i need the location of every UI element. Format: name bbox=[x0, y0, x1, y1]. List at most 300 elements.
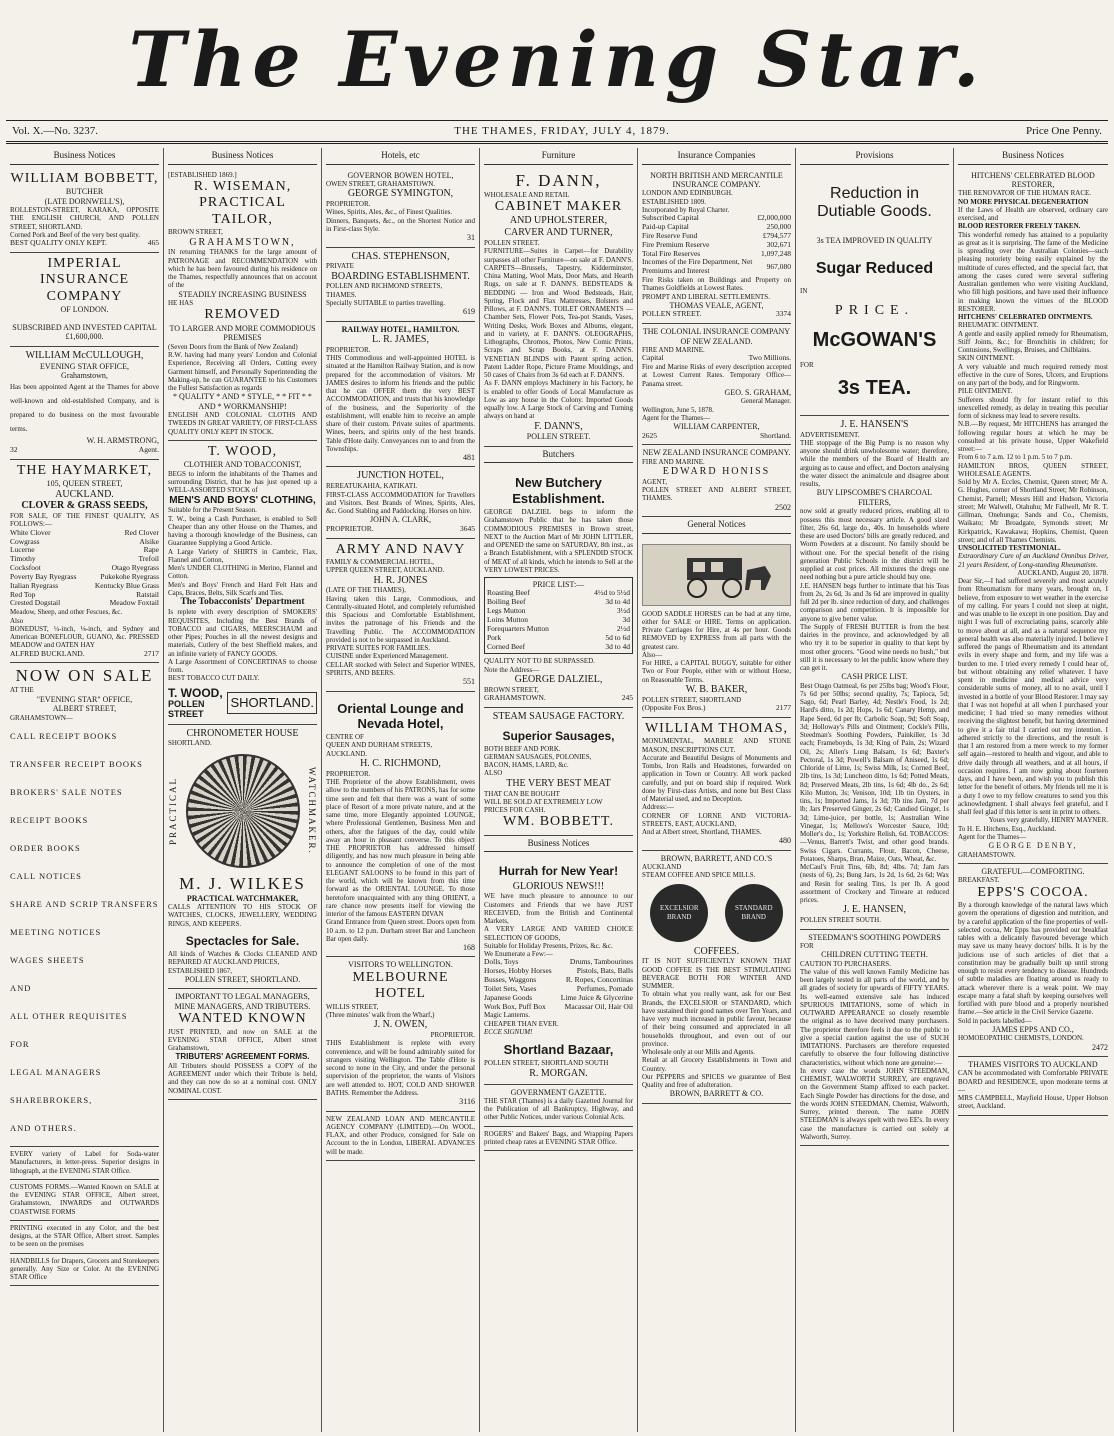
ad-title: R. WISEMAN, bbox=[193, 178, 292, 194]
ad-text: AUCKLAND. bbox=[326, 749, 368, 758]
ad-body: SUBSCRIBED AND INVESTED CAPITAL £1,600,000. bbox=[12, 322, 157, 342]
ad-text: PRICES FOR CASH. bbox=[484, 806, 546, 814]
carriage-icon bbox=[657, 550, 777, 600]
price-item: Corned Beef bbox=[487, 641, 526, 651]
ad-text: Magic Lanterns. bbox=[484, 1011, 530, 1020]
ad-now-on-sale bbox=[10, 663, 159, 1147]
ad-subtitle: EPPS'S COCOA. bbox=[977, 884, 1089, 900]
ad-text: PROPRIETOR. bbox=[326, 523, 374, 533]
ad-number: 481 bbox=[463, 453, 475, 463]
ad-baker bbox=[642, 537, 791, 718]
ad-text: Suitable for the Present Season. bbox=[168, 506, 257, 515]
goods-item: Dolls, Toys bbox=[484, 957, 519, 967]
ad-title: GOVERNMENT GAZETTE. bbox=[510, 1087, 607, 1097]
ad-title: M. J. WILKES bbox=[179, 873, 306, 893]
section-heading: Butchers bbox=[484, 447, 633, 464]
ad-address: POLLEN STREET, SHORTLAND bbox=[642, 695, 742, 704]
goods-item: Drums, Tambourines bbox=[569, 957, 633, 967]
seed-list bbox=[10, 529, 159, 609]
ad-subtitle: L. R. JAMES, bbox=[372, 334, 429, 345]
ad-text: CHEAPER THAN EVER. bbox=[484, 1019, 559, 1028]
ad-text: Agent for the Thames— bbox=[958, 832, 1027, 841]
capital-value: £2,000,000 bbox=[757, 213, 791, 223]
ad-text: BOTH BEEF AND PORK. bbox=[484, 744, 561, 753]
ad-signature: JAMES EPPS AND CO., bbox=[992, 1024, 1074, 1034]
price-value: 4½d to 5½d bbox=[594, 588, 630, 598]
ad-text: (Seven Doors from the Bank of New Zealand) bbox=[168, 342, 298, 351]
ad-title: VISITORS TO WELLINGTON. bbox=[348, 960, 453, 970]
ad-text: SKIN OINTMENT. bbox=[958, 354, 1014, 363]
ad-subtitle: CARVER AND TURNER, bbox=[504, 227, 613, 239]
ad-text: Men's and Boys' French and Hard Felt Hats and Caps, Braces, Belts, Silk Scarfs and Ties. bbox=[168, 580, 317, 597]
ad-body: All Tributers should POSSESS a COPY of the AGREEMENT under which their Tribute is held, and they can now do so at a nominal cost. ONLY NOMINAL COST. bbox=[168, 1061, 317, 1095]
ad-labels: EVERY variety of Label for Soda-water Manufacturers, in letter-press. Superior designs in lithograph, at the EVENING STAR Office. bbox=[10, 1147, 159, 1180]
seed-name: White Clover bbox=[10, 527, 51, 537]
price-item: Forequarters Mutton bbox=[487, 623, 549, 633]
seed-name: Crested Dogstail bbox=[10, 598, 61, 608]
ad-subtitle: COFFEES. bbox=[693, 945, 740, 957]
ad-title: WILLIAM McCULLOUGH, bbox=[25, 349, 144, 361]
ad-text: Extraordinary Cure of an Auckland Omnibus Driver, 21 years Resident, of Long-standing Rheumatism. bbox=[958, 552, 1108, 569]
ad-subtitle: Sugar Reduced bbox=[815, 259, 934, 277]
ad-body: Is replete with every description of SMOKERS' REQUISITES, Including the Best Brands of TOBACCO and CIGARS, MEERSCHAUM and other Pipes; Pouches in all the newest designs and materials, Cutlery of the best Sheffield makes, and an infinite variety of FANCY GOODS. bbox=[168, 608, 317, 658]
capital-table bbox=[642, 214, 791, 276]
ad-number: 245 bbox=[621, 692, 633, 702]
column-5 bbox=[638, 148, 796, 1432]
ad-title: HITCHENS' CELEBRATED BLOOD RESTORER, bbox=[971, 170, 1095, 190]
seed-name: Otago Ryegrass bbox=[111, 563, 159, 573]
ad-text: PRICE. bbox=[834, 302, 915, 318]
ad-gazette bbox=[484, 1085, 633, 1127]
ad-text: (Three minutes' walk from the Wharf,) bbox=[326, 1011, 435, 1020]
ad-body: As F. DANN employs Machinery in his Factory, he is enabled to offer Goods of Local Manufacture as Low as any house in the Colony. Imported Goods equally low. A Large Stock of Carving and Turning always on hand at bbox=[484, 379, 633, 421]
ad-body: Best Otago Oatmeal, 6s per 25lbs bag; Wood's Flour, 7s 6d per 50lbs; second quality, 7s; Tapioca, 5d; Sago, 6d; Pearl Barley, 4d; Nestle's Food, 1s 2d; Hard's ditto, 1s 2d; Hops, 1s 6d; Canary Hemp, and Rape Seed, 6d per lb; Carbolic Soap, 9d; Soft Soap, 3d; Holloway's Pills and Ointment; Cockle's Pills, Steedman's Soothing Powders, Painkiller, 1s 3d each; Frameboyds, 1s 3d; King of Pain, 2s; Wizard Oil, 2s; Allen's Lung Balsam, 1s 6d; Baxter's Pectoral, 1s 3d; Powell's Balsam of Aniseed, 1s 6d; Chloride of Lime, 1s; Swiss Milk, 1s; Corned Beef, 2lb tins, 1s 3d; Luncheon ditto, 1s 6d; Potted Meats, 8d; Preserved Meats, 2lb tins, 1s 6d; 4lb do., 2s 6d; Kilo Mutton, 3s; Venison, 10d; 1lb tin Oysters, in tins, 1s; Imported Jams, 1s 3d; 7lb tins Jam, 7d per lb; Jars Preserved Ginger, 2s 6d; Candied Ginger, 1s 3d; Lime-juice, per bottle, 1s; Australian Wine Vinegar, 1s; Mellows's Worcester Sauce, 10d; Moller's do., 1s; Yorkshire Relish, 6d. TOBACCOS:—Venus, Barrett's Twist, and other good brands. Swiss Cigars. Currants, Flour, Bacon, Cheese, Potatoes, Sharps, Bran, Maize, Oats, Wheat, &c. bbox=[800, 681, 949, 863]
capital-label: Paid-up Capital bbox=[642, 222, 689, 232]
ad-text: SHORTLAND. bbox=[168, 739, 212, 748]
ad-text: Capital bbox=[642, 353, 664, 363]
ad-body: Fire Risks taken on Buildings and Property on Thames Goldfields at Lowest Rates. bbox=[642, 276, 791, 293]
goods-item: Pistols, Bats, Balls bbox=[576, 966, 633, 976]
ad-signature: W. H. ARMSTRONG, bbox=[86, 436, 159, 446]
ad-subtitle: CLOVER & GRASS SEEDS, bbox=[21, 500, 148, 512]
goods-item: Lime Juice & Glycerine bbox=[560, 992, 633, 1002]
ad-text: THE VERY BEST MEAT bbox=[506, 777, 611, 789]
ad-body: IN returning THANKS for the large amount of PATRONAGE and RECOMMENDATION with which he has been favoured during his residence on the Thames, respectfully announces that on account of the bbox=[168, 248, 317, 290]
list-item: CALL NOTICES bbox=[10, 870, 82, 881]
ad-subtitle: INSURANCE COMPANY bbox=[39, 272, 130, 304]
ad-address: REREATUKAHIA, KATIKATI. bbox=[326, 482, 418, 491]
coach-illustration bbox=[642, 544, 791, 606]
ad-subtitle: CHILDREN CUTTING TEETH. bbox=[821, 950, 928, 960]
seed-name: Ratstail bbox=[136, 589, 159, 599]
ad-title: RAILWAY HOTEL, HAMILTON. bbox=[341, 324, 460, 334]
goods-list bbox=[484, 958, 633, 1011]
list-item: FOR bbox=[10, 1038, 30, 1049]
capital-value: 250,000 bbox=[766, 222, 791, 232]
ad-wiseman bbox=[168, 168, 317, 441]
price-list-heading: PRICE LIST:— bbox=[532, 580, 585, 590]
goods-item: Busses, Waggons bbox=[484, 975, 537, 985]
capital-value: 302,671 bbox=[766, 239, 791, 249]
ad-text: CELLAR stocked with Select and Superior WINES, SPIRITS, AND BEERS. bbox=[326, 660, 475, 677]
ad-address: UPPER QUEEN STREET, AUCKLAND. bbox=[326, 566, 445, 575]
ad-number: 465 bbox=[147, 238, 159, 247]
ad-number: 2472 bbox=[1092, 1042, 1108, 1052]
brand-logos bbox=[642, 884, 791, 942]
ad-address: POLLEN AND RICHMOND STREETS, bbox=[326, 282, 443, 291]
ad-text: Retail at all Grocery Establishments in Town and Country. bbox=[642, 1056, 791, 1073]
price: Price One Penny. bbox=[1026, 124, 1102, 137]
section-heading: Business Notices bbox=[484, 836, 633, 853]
price-list bbox=[487, 589, 630, 651]
ad-body: Dinners, Banquets, &c., on the Shortest Notice and in First-class Style. bbox=[326, 216, 475, 233]
goods-item: Toilet Sets, Vases bbox=[484, 983, 537, 993]
ad-subtitle: HITCHENS' CELEBRATED OINTMENTS. bbox=[958, 313, 1093, 322]
ad-address: WILLIS STREET, bbox=[326, 1002, 379, 1011]
ad-twood bbox=[168, 441, 317, 725]
ad-text: CUISINE under Experienced Management. bbox=[326, 652, 449, 661]
ad-subtitle: GLORIOUS NEWS!!! bbox=[512, 880, 605, 892]
ad-body: For HIRE, a CAPITAL BUGGY, suitable for either Two or Four People, either with or without Horse, on Reasonable Terms. bbox=[642, 659, 791, 684]
ad-melbourne-hotel bbox=[326, 957, 475, 1111]
ad-subtitle: "EVENING STAR" OFFICE, bbox=[36, 694, 133, 704]
capital-label: Incomes of the Fire Department, Net Premiums and Interest bbox=[642, 257, 753, 276]
ad-text: AUCKLAND bbox=[642, 863, 682, 872]
ad-text: All kinds of Watches & Clocks CLEANED AND REPAIRED AT AUCKLAND PRICES, bbox=[168, 950, 317, 967]
ad-body: Has been appointed Agent at the Thames for above well-known and old-established Company, and is prepared to do business on the most favourable terms. bbox=[10, 383, 159, 434]
ad-body: Accurate and Beautiful Designs of Monuments and Tombs, Iron Rails and Headstones, forwarded on application in Town or Country. All work packed carefully, and put on board ship if required. Work done by First-class Artists, and none but Best Class of Material used, and no Deception. bbox=[642, 753, 791, 804]
ad-address: ALBERT STREET, bbox=[52, 704, 117, 714]
column-heading: Business Notices bbox=[10, 148, 159, 165]
ad-title: CHRONOMETER HOUSE bbox=[186, 727, 299, 739]
ad-text: Wellington, June 5, 1878. bbox=[642, 405, 714, 414]
ad-number: 2625 bbox=[642, 430, 657, 440]
ad-body: Corned Pork and Beef of the very best quality. bbox=[10, 230, 140, 239]
ad-body: GOOD SADDLE HORSES can be had at any time, either for SALE or HIRE. Terms on application. Private Carriages for Hire, at 4s per hour. Goods REMOVED by EXPRESS from all parts with the greatest care. bbox=[642, 609, 791, 651]
price-row bbox=[487, 643, 630, 652]
capital-value: 967,080 bbox=[766, 261, 791, 271]
ad-text: Agent. bbox=[138, 444, 159, 454]
ad-customs-forms: CUSTOMS FORMS.—Wanted Known on SALE at the EVENING STAR OFFICE, Albert street, Grahamstown, INWARDS and OUTWARDS COASTWISE FORMS bbox=[10, 1180, 159, 1221]
ad-text: WILL BE SOLD AT EXTREMELY LOW bbox=[484, 797, 603, 806]
ad-text: PROPRIETOR. bbox=[326, 769, 371, 778]
ad-text: Men's UNDER CLOTHING in Merino, Flannel and Cotton. bbox=[168, 564, 317, 581]
price-item: Pork bbox=[487, 632, 502, 642]
ad-text: A VERY LARGE AND VARIED CHOICE SELECTION OF GOODS, bbox=[484, 925, 633, 942]
price-value: 3d bbox=[622, 614, 630, 624]
ad-body: The Supply of FRESH BUTTER is from the best dairies in the province, and acknowledged by all who try it to be superior in quality to that kept by most other grocers. "Good wine needs no bush," but still it is necessary to let the public know where they can get it. bbox=[800, 622, 949, 673]
ad-subtitle: 3s TEA. bbox=[837, 377, 912, 400]
seed-name: Italian Ryegrass bbox=[10, 580, 59, 590]
ad-subtitle: REMOVED bbox=[204, 307, 281, 323]
ad-dalziel bbox=[484, 466, 633, 707]
ad-colonial-insurance bbox=[642, 324, 791, 445]
standard-brand-logo: STANDARD BRAND bbox=[725, 884, 783, 942]
ad-text: Shortland. bbox=[759, 430, 791, 440]
ad-text: Address:— bbox=[642, 803, 674, 812]
ad-text: FOR SALE, OF THE FINEST QUALITY, AS FOLLOWS:— bbox=[10, 512, 159, 529]
ad-text: STEADILY INCREASING BUSINESS bbox=[178, 289, 307, 299]
ad-subtitle: TRIBUTERS' AGREEMENT FORMS. bbox=[175, 1052, 310, 1062]
ad-brown-barrett bbox=[642, 851, 791, 1104]
column-2 bbox=[164, 148, 322, 1432]
ad-title: GOVERNOR BOWEN HOTEL, bbox=[347, 170, 454, 180]
ad-text: QUALITY NOT TO BE SURPASSED. bbox=[484, 657, 595, 666]
section-heading: General Notices bbox=[642, 517, 791, 534]
ad-text: ECCE SIGNUM! bbox=[484, 1027, 533, 1036]
list-item: ALL OTHER REQUISITES bbox=[10, 1010, 128, 1021]
ad-text: MRS CAMPBELL, Mayfield House, Upper Hobson street, Auckland. bbox=[958, 1094, 1108, 1111]
excelsior-brand-logo: EXCELSIOR BRAND bbox=[650, 884, 708, 942]
list-item: AND bbox=[10, 982, 32, 993]
ad-steedman bbox=[800, 930, 949, 1147]
list-item: MEETING NOTICES bbox=[10, 926, 102, 937]
ad-title: IMPORTANT TO LEGAL MANAGERS, MINE MANAGERS, AND TRIBUTERS. bbox=[174, 992, 311, 1011]
ad-title: THAMES VISITORS TO AUCKLAND bbox=[968, 1060, 1098, 1069]
ad-text: THAT CAN BE BOUGHT bbox=[484, 789, 560, 798]
ad-epps-cocoa bbox=[958, 864, 1108, 1057]
ad-title: JUNCTION HOTEL, bbox=[357, 470, 444, 482]
ad-text: Sold in packets labelled— bbox=[958, 1016, 1032, 1025]
ad-body: CAN be accommodated with Comfortable PRIVATE BOARD and RESIDENCE, upon moderate terms at— bbox=[958, 1069, 1108, 1094]
sign-text: T. WOOD, bbox=[168, 685, 223, 700]
price-item: Boiling Beef bbox=[487, 597, 526, 607]
ad-body: A very valuable and much required remedy most effective in the cure of Sores, Ulcers, and Eruptions on any part of the body, and for Ringworm. bbox=[958, 362, 1108, 388]
ad-text: PROPRIETOR. bbox=[430, 1031, 475, 1040]
ad-nz-loan: NEW ZEALAND LOAN AND MERCANTILE AGENCY COMPANY (LIMITED).—On WOOL, FLAX, and other Produce, consigned for Sale on Account to the in London, LIBERAL ADVANCES will be made. bbox=[326, 1112, 475, 1161]
list-item: WAGES SHEETS bbox=[10, 954, 85, 965]
goods-item: Macassar Oil, Hair Oil bbox=[564, 1001, 633, 1011]
ad-text: Wholesale only at our Mills and Agents. bbox=[642, 1048, 755, 1057]
ad-text: CENTRE OF bbox=[326, 733, 364, 742]
ad-title: Oriental Lounge and Nevada Hotel, bbox=[337, 700, 464, 731]
ad-number: 168 bbox=[463, 943, 475, 953]
ad-text: PRIVATE bbox=[326, 262, 354, 271]
ad-text: PROMPT AND LIBERAL SETTLEMENTS. bbox=[642, 292, 770, 301]
ad-address: OWEN STREET, GRAHAMSTOWN. bbox=[326, 180, 436, 189]
ad-signature: BROWN, BARRETT & CO. bbox=[669, 1089, 764, 1099]
ad-title: GRATEFUL—COMFORTING. bbox=[981, 866, 1085, 876]
ad-text: LONDON AND EDINBURGH. bbox=[642, 189, 733, 198]
ad-text: Specially SUITABLE to parties travelling. bbox=[326, 298, 445, 307]
ad-number: 2717 bbox=[144, 648, 159, 658]
ad-text: To H. E. Hitchens, Esq., Auckland. bbox=[958, 824, 1057, 833]
ad-body: Grand Entrance from Queen street. Doors open from 10 a.m. to 12 p.m. Durham street Bar and Luncheon Bar open daily. bbox=[326, 918, 475, 943]
ad-text: General Manager. bbox=[740, 397, 791, 406]
ad-address: ROLLESTON-STREET, KARAKA, OPPOSITE THE ENGLISH CHURCH, AND POLLEN STREET, SHORTLAND. bbox=[10, 206, 159, 231]
list-item: CALL RECEIPT BOOKS bbox=[10, 730, 118, 741]
ad-body: THIS Commodious and well-appointed HOTEL is situated at the Hamilton Railway Station, and is now prepared for the accommodation of visitors. Mr JAMES desires to inform his friends and the public that he can OFFER them the very BEST ACCOMMODATION, and trusts that his knowledge of the business, and the Superiority of the establishment, will enable him to receive an ample share of their custom. Private suites of apartments. Wines, beers, and spirits only of the best brands. Table d'Hote daily. Conveyances run to and from the Townships. bbox=[326, 354, 475, 453]
ad-signature: ALFRED BUCKLAND. bbox=[10, 648, 85, 658]
seed-name: Cowgrass bbox=[10, 536, 40, 546]
ad-handbills: HANDBILLS for Drapers, Grocers and Storekeepers generally. Any Size or Color. At the EVENING STAR Office bbox=[10, 1254, 159, 1287]
ad-text: AT THE bbox=[10, 686, 34, 695]
ad-text: CAUTION TO PURCHASERS. bbox=[800, 959, 891, 968]
ad-stephenson bbox=[326, 248, 475, 322]
seed-name: Meadow Foxtail bbox=[109, 598, 159, 608]
ad-nz-insurance bbox=[642, 445, 791, 517]
ad-title: STEEDMAN'S SOOTHING POWDERS bbox=[808, 932, 941, 942]
price-value: 3d to 4d bbox=[605, 641, 630, 651]
ad-subtitle: STEAM COFFEE AND SPICE MILLS. bbox=[642, 871, 756, 880]
vertical-text: WATCHMAKER. bbox=[307, 766, 317, 855]
ad-subtitle: J. N. OWEN, bbox=[373, 1019, 428, 1031]
ad-body: This wonderful remedy has attained to a popularity as great as it is surprising. The fame of the Medicine is spreading over the Australian Colonies—such pleasing notoriety being easily explained by the multitude of cures effected, and the special fact, that among the cases cured were several suffering Australian gentlemen who were visiting Auckland, who fill high positions, and have used their influence in making known the virtues of the BLOOD RESTORER. bbox=[958, 230, 1108, 313]
ad-text: Grahamstown, bbox=[61, 370, 108, 380]
ad-subtitle: CABINET MAKER bbox=[494, 198, 623, 214]
list-item: AND OTHERS. bbox=[10, 1123, 77, 1134]
ad-subtitle: The Tobacconists' Department bbox=[180, 597, 305, 608]
ad-number: 480 bbox=[779, 836, 791, 846]
column-heading: Provisions bbox=[800, 148, 949, 165]
column-7 bbox=[954, 148, 1112, 1432]
column-3 bbox=[322, 148, 480, 1432]
ad-text: OF LONDON. bbox=[60, 305, 109, 315]
ad-address: BROWN STREET, bbox=[168, 228, 223, 237]
ad-text: AUCKLAND. bbox=[55, 488, 114, 500]
ad-haymarket bbox=[10, 460, 159, 664]
price-value: 5d to 6d bbox=[605, 632, 630, 642]
ad-subtitle: Superior Sausages, bbox=[502, 728, 615, 743]
ad-subtitle: PRACTICAL TAILOR, bbox=[199, 195, 286, 227]
ad-william-thomas bbox=[642, 718, 791, 851]
ad-subtitle: EVENING STAR OFFICE, bbox=[40, 361, 129, 371]
ad-number: 2177 bbox=[776, 702, 791, 712]
ad-signature: R. MORGAN. bbox=[529, 1067, 588, 1079]
list-item: LEGAL MANAGERS bbox=[10, 1067, 102, 1077]
ad-title: Hurrah for New Year! bbox=[498, 864, 619, 879]
ad-signature: WILLIAM CARPENTER, bbox=[673, 422, 760, 432]
list-item: SHARE AND SCRIP TRANSFERS bbox=[10, 898, 159, 909]
ad-bobbett bbox=[10, 168, 159, 253]
ad-title: THE HAYMARKET, bbox=[16, 462, 153, 478]
ad-text: If the Laws of Health are observed, ordinary care exercised, and bbox=[958, 205, 1108, 223]
price-value: 3½d bbox=[616, 606, 630, 616]
ad-text: Suitable for Holiday Presents, Prizes, &c. &c. bbox=[484, 941, 613, 950]
ad-subtitle: PRACTICAL WATCHMAKER, bbox=[186, 893, 299, 903]
price-value: 3d to 4d bbox=[605, 597, 630, 607]
ad-shortland-bazaar bbox=[484, 855, 633, 1084]
ad-body: JUST PRINTED, and now on SALE at the EVENING STAR OFFICE, Albert street Grahamstown, bbox=[168, 1027, 317, 1053]
seed-name: Lucerne bbox=[10, 545, 35, 555]
capital-label: Total Fire Reserves bbox=[642, 248, 701, 258]
ad-signature: J. E. HANSEN, bbox=[842, 904, 907, 916]
ad-subtitle: THE RENOVATOR OF THE HUMAN RACE. bbox=[958, 189, 1092, 198]
ad-text: ALSO bbox=[484, 769, 503, 778]
ad-hitchens bbox=[958, 168, 1108, 864]
goods-item: Perfumes, Pomade bbox=[576, 983, 633, 993]
ad-address: POLLEN STREET, SHORTLAND. bbox=[184, 974, 301, 984]
ad-subtitle: BUY LIPSCOMBE'S CHARCOAL FILTERS, bbox=[816, 488, 933, 507]
list-item: TRANSFER RECEIPT BOOKS bbox=[10, 758, 143, 769]
ad-signature: JOHN A. CLARK, bbox=[370, 515, 431, 525]
ad-body: J.E. HANSEN begs further to intimate that his Teas from 2s, 2s 6d, 3s and 3s 6d are improved in quality full 2d per lb. since reduction of duty, and challenges comparison and competition. It is impossible for anyone to give better value. bbox=[800, 581, 949, 623]
ad-subtitle: ADVERTISEMENT. bbox=[800, 430, 860, 439]
ad-number: 619 bbox=[463, 307, 475, 317]
price-value: 2½d bbox=[616, 623, 630, 633]
issue-date: THE THAMES, FRIDAY, JULY 4, 1879. bbox=[454, 124, 670, 137]
ad-number: 32 bbox=[10, 444, 18, 454]
ad-text: GERMAN SAUSAGES, POLONIES, bbox=[484, 752, 592, 761]
ad-body: FIRST-CLASS ACCOMMODATION for Travellers and Visitors. Best Brands of Wines, Spirits, Ales, &c. Good Stabling and Paddocking. Horses on hire. bbox=[326, 490, 475, 516]
ad-title: NORTH BRITISH AND MERCANTILE INSURANCE COMPANY. bbox=[650, 170, 783, 190]
column-heading: Business Notices bbox=[958, 148, 1108, 165]
ad-address: BROWN STREET, bbox=[484, 685, 539, 694]
capital-label: Fire Reserve Fund bbox=[642, 230, 698, 240]
ad-body: N.B.—By request, Mr HITCHENS has arranged the following regular hours at which he may be consulted at his private house, Upper Wakefield street:— bbox=[958, 420, 1108, 454]
ad-railway-hotel bbox=[326, 322, 475, 468]
ad-body: THE Proprietor of the above Establishment, owes allow to the numbers of his PATRONS, has for some time seen and felt that there was a want of some place of Resort of a more private nature, and at the same time, more Elegantly appointed LOUNGE, where Professional Gentlemen, Business Men and others, after the fatigues of the day, could while away an hour in pleasant converse. To this object THE PROPRIETOR has addressed himself diligently, and has now much pleasure in being able to announce the completion of one of the most ELEGANT SALOONS to be found in this part of the world, which will be known from this time forward as the ORIENTAL LOUNGE. To those heretofore unacquainted with any thing ORIENT, a rare chance now presents itself for viewing the interior of the famous EASTERN DIVAN bbox=[326, 778, 475, 919]
ad-title: NEW ZEALAND INSURANCE COMPANY. bbox=[642, 448, 791, 458]
seed-name: Alsike bbox=[139, 536, 159, 546]
ad-subtitle: BOARDING ESTABLISHMENT. bbox=[331, 270, 470, 282]
ad-text: TO LARGER AND MORE COMMODIOUS PREMISES bbox=[169, 323, 316, 343]
ad-body: Wines, Spirits, Ales, &c., of Finest Qualities. bbox=[326, 208, 453, 217]
price-item: Loins Mutton bbox=[487, 614, 529, 624]
ad-sausage-factory bbox=[484, 708, 633, 836]
goods-item: Japanese Goods bbox=[484, 992, 533, 1002]
ad-text: GRAHAMSTOWN— bbox=[10, 713, 73, 722]
ad-oriental-lounge bbox=[326, 692, 475, 958]
ad-title: J. E. HANSEN'S bbox=[840, 418, 909, 430]
seed-name: Cocksfoot bbox=[10, 563, 41, 573]
capital-label: Subscribed Capital bbox=[642, 213, 699, 223]
ad-subtitle: CASH PRICE LIST. bbox=[841, 672, 908, 682]
ad-body: The value of this well known Family Medicine has been largely tested in all parts of the world, and by all grades of society for upwards of FIFTY YEARS. Its well-earned extensive sale has induced SPURIOUS IMITATIONS, some of which in OUTWARD APPEARANCE so closely resemble the original as to have deceived many purchasers. The proprietor therefore feels it due to the public to give a special caution against the use of SUCH IMITATIONS. Purchasers are therefore requested carefully to observe the four following distinctive characteristics, without which none are genuine:— bbox=[800, 967, 949, 1067]
ad-text: RHEUMATIC OINTMENT. bbox=[958, 321, 1039, 330]
sign-text: POLLEN STREET bbox=[168, 698, 205, 719]
list-item: ORDER BOOKS bbox=[10, 842, 81, 853]
ad-body: Dear Sir,—I had suffered severely and most acutely from Rheumatism for many years, brought on, I believe, from exposure to wet weather in the exercise of my calling. For years I could not sleep at night, and was unable to lie except in one position. Day and night I was full of excruciating pains, scarcely able to move about at all, and as a natural sequence my general health was also materially injured. I believe I suffered the pangs of Rheumatism and its attendant evils in every shape and form, and my life was a burden to me. I tried every remedy I could hear of, but without obtaining any relief whatever. I have spent in medicine and medical advice very considerable sums of money, all to no avail, until I invested in a bottle of your Blood Restorer. I may say that I was not hopeful at all when I purchased your medicine; I had tried so many remedies without receiving the slightest benefit, but having determined to give it a fair trial I carried out my intention. I adhered strictly to the directions, and the result is that I am restored from a mere wreck to my former self again—restored to health and vigour, and able to drive daily through all weathers, and at all hours, if occasion requires. I am now going about fourteen days, and I have been, and wish you to publish this letter for the benefit of others. My friends tell me it is a duty I owe to my fellow creatures to send you this acknowledgment. I shall always feel grateful, and I shall feel glad if this letter is sent in print to others. bbox=[958, 577, 1108, 817]
ad-signature: THOMAS VEALE, AGENT, bbox=[669, 300, 764, 310]
ad-subtitle: Spectacles for Sale. bbox=[185, 933, 300, 948]
price-item: Roasting Beef bbox=[487, 588, 530, 598]
ad-text: (LATE OF THE THAMES), bbox=[326, 586, 406, 595]
ad-body: McCaul's Fruit Tins, 6lb, 8d; 4lbs. 7d; Jam Jars (nests of 6), 2s; Bung Jars, 1s 2d, 1s 6d, 2s 6d; Wax and Resin for sealing Tins, 1s per lb. A good assortment of Crockery and Tinware at reduced prices. bbox=[800, 863, 949, 905]
ad-text: ENGLISH AND COLONIAL CLOTHS AND TWEEDS IN GREAT VARIETY, OF FIRST-CLASS QUALITY ONLY KEPT IN STOCK. bbox=[168, 411, 317, 436]
ad-subtitle: McGOWAN'S bbox=[812, 329, 937, 352]
ad-subtitle: MONUMENTAL, MARBLE AND STONE MASON, INSCRIPTIONS CUT. bbox=[642, 737, 791, 754]
ad-body: GEORGE DALZIEL begs to inform the Grahamstown Public that he has taken those COMMODIOUS PREMISES in Brown street, NEXT to the Auction Mart of Mr JOHN LITTLER, and OPENED the same on SATURDAY, 8th inst., as a Branch Establishment, with a SPLENDID STOCK of MEAT of all kinds, which he intends to Sell at the VERY LOWEST PRICES. bbox=[484, 508, 633, 574]
ad-address: POLLEN STREET AND ALBERT STREET, THAMES. bbox=[642, 486, 791, 503]
ad-number: 551 bbox=[463, 677, 475, 687]
capital-value: £794,577 bbox=[762, 230, 791, 240]
ad-text: MEN'S AND BOYS' CLOTHING, bbox=[169, 494, 316, 506]
ad-subtitle: H. R. JONES bbox=[373, 574, 428, 586]
ad-junction-hotel bbox=[326, 467, 475, 538]
ad-subtitle: FAMILY & COMMERCIAL HOTEL, bbox=[326, 558, 434, 567]
ad-signature: GEORGE DENBY, bbox=[988, 841, 1078, 851]
ad-tributers bbox=[168, 989, 317, 1100]
ad-title: WILLIAM BOBBETT, bbox=[10, 170, 159, 186]
ad-mcgowan bbox=[800, 168, 949, 416]
ad-text: BREAKFAST. bbox=[958, 876, 1000, 885]
column-4 bbox=[480, 148, 638, 1432]
ad-number: 3645 bbox=[460, 523, 475, 533]
ad-north-british bbox=[642, 168, 791, 325]
ad-text: AUCKLAND, August 20, 1878. bbox=[1017, 568, 1108, 577]
ad-signature: W. B. BAKER, bbox=[685, 683, 748, 695]
ad-text: WHOLESALE AND RETAIL bbox=[484, 190, 570, 199]
ad-printing: PRINTING executed in any Color, and the best designs, at the STAR Office, Albert street. Samples to be seen on the premises bbox=[10, 1221, 159, 1254]
ad-body: THE STAR (Thames) is a daily Gazetted Journal for the Publication of all Bankruptcy, Highway, and other Public Notices, under various Colonial Acts. bbox=[484, 1096, 633, 1122]
ad-title: STEAM SAUSAGE FACTORY. bbox=[492, 710, 625, 722]
ad-subtitle: GEORGE SYMINGTON, bbox=[347, 188, 454, 200]
ad-text: HAMILTON BROS, QUEEN STREET, WHOLESALE AGENTS. bbox=[958, 461, 1108, 478]
ad-text: PROPRIETOR. bbox=[326, 345, 371, 354]
ad-body: THE stoppage of the Big Pump is no reason why anyone should drink unwholesome water; therefore, while the members of the Board of Health are arguing as to cause and effect, and Doctors analysing the water dissect the animalcule and disagree about results, bbox=[800, 438, 949, 489]
ad-subtitle: EDWARD HONISS bbox=[662, 466, 771, 478]
